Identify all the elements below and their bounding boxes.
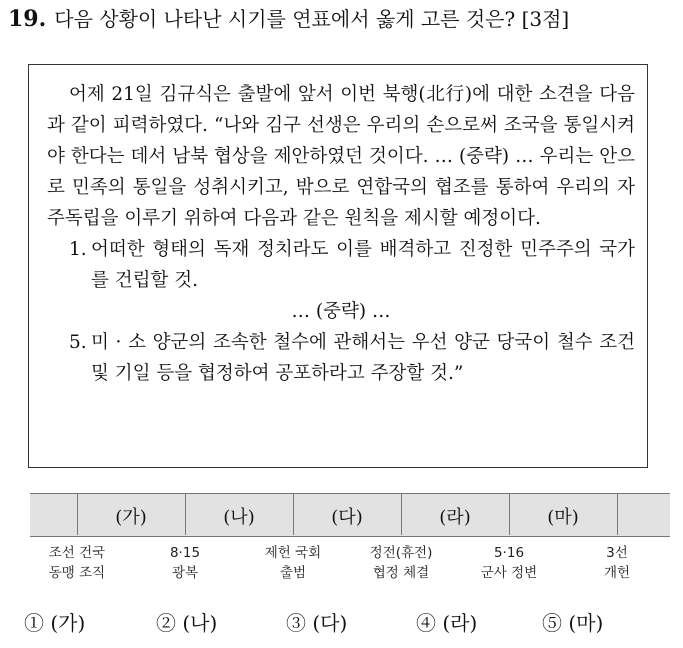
passage-ellipsis: … (중략) … <box>291 301 391 322</box>
answer-choice-1[interactable]: ① (가) <box>24 611 86 635</box>
principle-5-text: 미 · 소 양군의 조속한 철수에 관해서는 우선 양군 당국이 철수 조건 및 기일 등을 협정하여 공포하라고 주장할 것.” <box>91 332 635 384</box>
question-header <box>8 6 678 32</box>
timeline-period-ga: (가) <box>115 507 147 528</box>
timeline-event-armistice: 정전(휴전) 협정 체결 <box>369 545 433 581</box>
answer-choice-2[interactable]: ② (나) <box>156 611 218 635</box>
passage-principle-5 <box>47 327 635 389</box>
timeline-event-liberation: 8·15 광복 <box>169 545 201 581</box>
question-text: 다음 상황이 나타난 시기를 연표에서 옳게 고른 것은? [3점] <box>54 7 570 31</box>
timeline-divider <box>617 493 618 535</box>
timeline-divider <box>401 493 402 535</box>
passage-principle-1 <box>47 234 635 296</box>
principle-1-number: 1. <box>69 239 87 260</box>
timeline-event-third-term-amendment: 3선 개헌 <box>603 545 631 581</box>
question-number: 19. <box>8 6 47 32</box>
answer-choice-4[interactable]: ④ (라) <box>416 611 478 635</box>
timeline-period-na: (나) <box>223 507 255 528</box>
timeline-period-da: (다) <box>331 507 363 528</box>
passage-intro: 어제 21일 김규식은 출발에 앞서 이번 북행(北行)에 대한 소견을 다음과 같이 피력하였다. “나와 김구 선생은 우리의 손으로써 조국을 통일시켜야 한다는 데서 남북 협상을 제안하였던 것이다. … (중략) … 우리는 안으로 민족의 통일을 성취시키고, 밖으로 연합국의 협조를 통하여 우리의 자주독립을 이루기 위하여 다음과 같은 원칙을 제시할 예정이다. <box>47 84 635 229</box>
timeline-event-joseon-alliance: 조선 건국 동맹 조직 <box>48 545 106 581</box>
timeline-divider <box>509 493 510 535</box>
timeline-divider <box>185 493 186 535</box>
timeline-period-ma: (마) <box>547 507 579 528</box>
principle-1-text: 어떠한 형태의 독재 정치라도 이를 배격하고 진정한 민주주의 국가를 건립할 것. <box>91 239 635 291</box>
timeline-event-may16-coup: 5·16 군사 정변 <box>480 545 538 581</box>
timeline-divider <box>77 493 78 535</box>
timeline <box>30 493 670 535</box>
timeline-period-ra: (라) <box>439 507 471 528</box>
principle-5-number: 5. <box>69 332 87 353</box>
source-passage-box <box>28 64 648 468</box>
timeline-divider <box>293 493 294 535</box>
timeline-event-constituent-assembly: 제헌 국회 출범 <box>264 545 322 581</box>
answer-choice-3[interactable]: ③ (다) <box>286 611 348 635</box>
answer-choice-5[interactable]: ⑤ (마) <box>542 611 604 635</box>
